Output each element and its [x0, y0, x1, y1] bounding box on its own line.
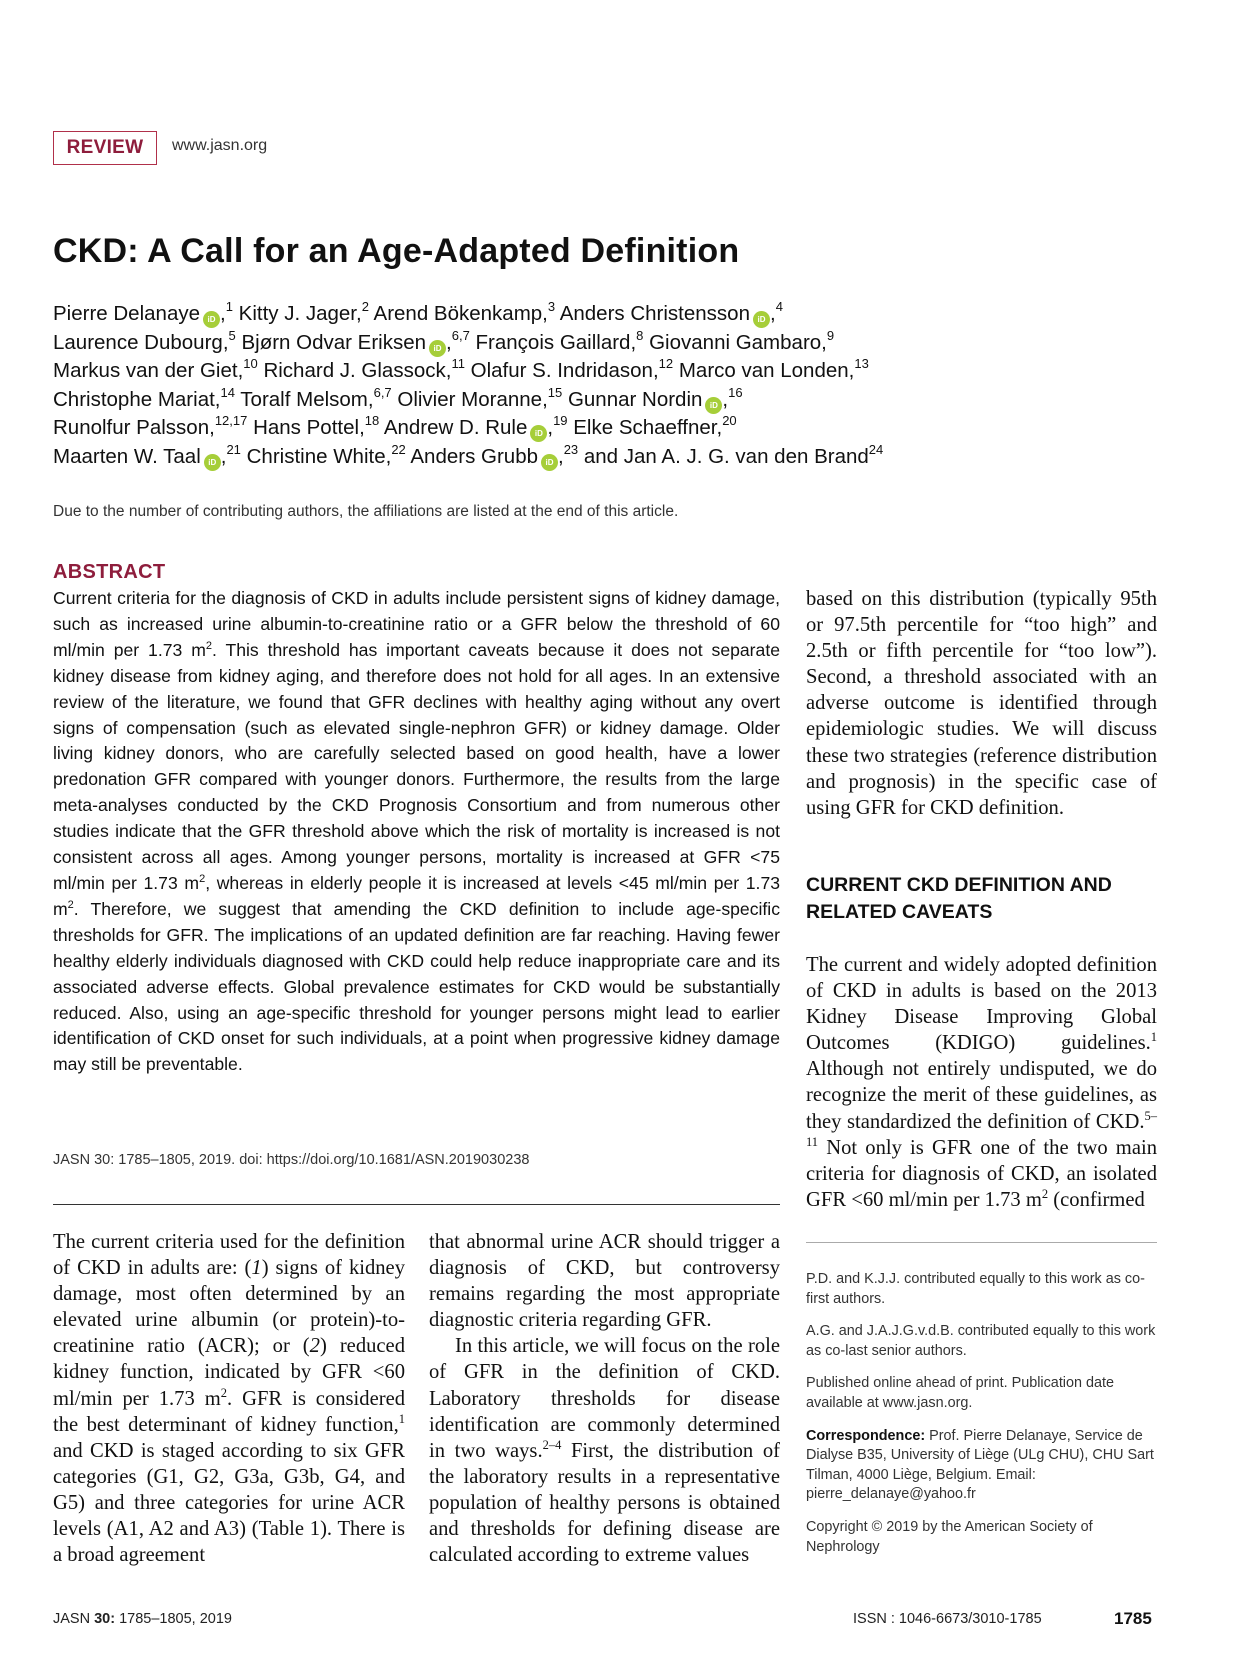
affiliation-number: 6,7 [451, 327, 470, 343]
footnotes [806, 1270, 1157, 1570]
author-list [53, 300, 1193, 471]
affiliation-number: 22 [391, 441, 406, 457]
affiliation-number: 10 [243, 356, 258, 371]
affiliation-number: 3 [547, 299, 556, 314]
author-name: François Gaillard [475, 330, 631, 354]
affiliation-number: 16 [728, 384, 743, 400]
affiliation-number: 8 [636, 327, 644, 343]
affiliation-number: 12,17 [214, 413, 248, 428]
author-line: Pierre Delanaye iD ,$^1$ Kitty J. Jager,$^2$ Arend Bökenkamp,$^3$ Anders Christensson iD ,$^4$ [53, 300, 1193, 329]
author-name: Pierre Delanaye [53, 302, 200, 325]
author-name: Kitty J. Jager [238, 302, 356, 325]
affiliation-number: 21 [226, 441, 241, 457]
footer-journal-info: JASN 30: 1785–1805, 2019 [53, 1611, 232, 1627]
author-name: Markus van der Giet [53, 359, 238, 382]
author-name: Bjørn Odvar Eriksen [241, 330, 427, 354]
author-name: Maarten W. Taal [53, 444, 201, 468]
author-name: Anders Christensson [559, 302, 750, 325]
affiliation-number: 18 [364, 413, 380, 428]
author-name: Runolfur Palsson [53, 416, 210, 439]
affiliation-number: 24 [868, 441, 884, 457]
affiliation-number: 2 [361, 299, 369, 314]
author-name: Laurence Dubourg [53, 330, 223, 354]
citation-doi[interactable]: JASN 30: 1785–1805, 2019. doi: https://doi.org/10.1681/ASN.2019030238 [53, 1152, 530, 1168]
abstract-heading: ABSTRACT [53, 561, 166, 583]
author-name: Christophe Mariat [53, 387, 215, 411]
affiliation-number: 5 [228, 327, 236, 343]
divider-rule [53, 1204, 780, 1205]
orcid-icon[interactable]: iD [541, 454, 558, 471]
orcid-icon[interactable]: iD [705, 397, 722, 414]
author-line: Christophe Mariat,$^{14}$ Toralf Melsom,$^{6,7}$ Olivier Moranne,$^{15}$ Gunnar Nordin iD ,$^{16}$ [53, 386, 1193, 415]
affiliation-number: 23 [563, 441, 579, 457]
page-number: 1785 [1114, 1609, 1152, 1628]
affiliation-number: 11 [451, 356, 465, 371]
orcid-icon[interactable]: iD [753, 311, 770, 328]
note-published: Published online ahead of print. Publication date available at www.jasn.org. [806, 1375, 1115, 1411]
author-name: Olafur S. Indridason [470, 359, 653, 382]
journal-url-link[interactable]: www.jasn.org [172, 137, 268, 154]
author-name: Hans Pottel [253, 416, 360, 439]
author-name: Andrew D. Rule [383, 416, 528, 439]
body-column-3-section: The current and widely adopted definition of CKD in adults is based on the 2013 Kidney Disease Improving Global Outcomes (KDIGO) guidelines.$^1$ Although not entirely undisputed, we do recognize the merit of these guidelines, as they standardized the definition of CKD.$^{5-11}$ Not only is GFR one of the two main criteria for diagnosis of CKD, an isolated GFR <60 ml/min per 1.73 $m^2$ (confirmed [806, 954, 1157, 1211]
author-name: and Jan A. J. G. van den Brand [583, 444, 869, 468]
affiliation-number: 13 [854, 356, 869, 371]
body-column-1: The current criteria used for the definition of CKD in adults are: (1) signs of kidney damage, most often determined by an elevated urine albumin (or protein)-to-creatinine ratio (ACR); or (2) reduced kidney function, indicated by GFR <60 ml/min per 1.73 $m^2$. GFR is considered the best determinant of kidney function,$^1$ and CKD is staged according to six GFR categories (G1, G2, G3a, G3b, G4, and G5) and three categories for urine ACR levels (A1, A2 and A3) (Table 1). There is a broad agreement [53, 1231, 406, 1567]
author-name: Olivier Moranne [397, 387, 543, 411]
affiliation-number: 4 [775, 299, 783, 314]
affiliation-number: 6,7 [373, 384, 392, 400]
affiliation-number: 9 [826, 327, 835, 343]
affiliations-note: Due to the number of contributing authors, the affiliations are listed at the end of this article. [53, 503, 679, 520]
note-co-first: P.D. and K.J.J. contributed equally to this work as co-first authors. [806, 1271, 1145, 1307]
author-name: Gunnar Nordin [567, 387, 703, 411]
orcid-icon[interactable]: iD [204, 454, 221, 471]
orcid-icon[interactable]: iD [530, 425, 547, 442]
col2-paragraph-2: In this article, we will focus on the role of GFR in the definition of CKD. Laboratory thresholds for disease identification are commonly determined in two ways.$^{2-4}$ First, the distribution of the laboratory results in a representative population of healthy persons is obtained and thresholds for defining disease are calculated according to extreme values [429, 1335, 780, 1567]
author-name: Giovanni Gambaro [649, 330, 822, 354]
affiliation-number: 14 [220, 384, 235, 400]
author-name: Elke Schaeffner [573, 416, 717, 439]
body-column-2 [429, 1229, 780, 1568]
affiliation-number: 1 [225, 299, 233, 314]
affiliation-number: 20 [722, 413, 737, 428]
affiliation-number: 12 [658, 356, 674, 371]
note-co-last: A.G. and J.A.J.G.v.d.B. contributed equally to this work as co-last senior authors. [806, 1323, 1156, 1359]
orcid-icon[interactable]: iD [203, 311, 220, 328]
author-line: Laurence Dubourg,$^5$ Bjørn Odvar Eriksen iD ,$^{6,7}$ François Gaillard,$^8$ Giovanni Gambaro,$^9$ [53, 329, 1193, 358]
article-title: CKD: A Call for an Age-Adapted Definition [53, 232, 740, 270]
review-label: REVIEW [53, 131, 157, 165]
author-name: Richard J. Glassock [263, 359, 446, 382]
notes-divider [806, 1242, 1157, 1243]
note-correspondence: Correspondence: Prof. Pierre Delanaye, Service de Dialyse B35, University of Liège (ULg CHU), CHU Sart Tilman, 4000 Liège, Belgium. Email: pierre_delanaye@yahoo.fr [806, 1427, 1154, 1503]
section-heading: CURRENT CKD DEFINITION AND RELATED CAVEATS [806, 874, 1112, 923]
author-line: Markus van der Giet,$^{10}$ Richard J. Glassock,$^{11}$ Olafur S. Indridason,$^{12}$ Marco van Londen,$^{13}$ [53, 356, 869, 382]
col2-paragraph-1: that abnormal urine ACR should trigger a diagnosis of CKD, but controversy remains regarding the most appropriate diagnostic criteria regarding GFR. [429, 1231, 780, 1332]
author-name: Marco van Londen [678, 359, 849, 382]
note-copyright: Copyright © 2019 by the American Society of Nephrology [806, 1518, 1093, 1555]
body-column-3-continuation: based on this distribution (typically 95th or 97.5th percentile for “too high” and 2.5th or fifth percentile for “too low”). Second, a threshold associated with an adverse outcome is identified through epidemiologic studies. We will discuss these two strategies (reference distribution and prognosis) in the specific case of using GFR for CKD definition. [806, 588, 1157, 819]
affiliation-number: 19 [553, 413, 568, 428]
author-name: Arend Bökenkamp [373, 302, 543, 325]
orcid-icon[interactable]: iD [429, 340, 446, 357]
author-line: Runolfur Palsson,$^{12,17}$ Hans Pottel,$^{18}$ Andrew D. Rule iD ,$^{19}$ Elke Schaeffner,$^{20}$ [53, 414, 1193, 443]
author-name: Christine White [246, 444, 386, 468]
author-name: Anders Grubb [410, 444, 538, 468]
author-name: Toralf Melsom [240, 387, 368, 411]
author-line: Maarten W. Taal iD ,$^{21}$ Christine White,$^{22}$ Anders Grubb iD ,$^{23}$ and Jan A. J. G. van den Brand$^{24}$ [53, 443, 1193, 472]
affiliation-number: 15 [547, 384, 563, 400]
footer-issn: ISSN : 1046-6673/3010-1785 [853, 1611, 1042, 1627]
abstract-text: Current criteria for the diagnosis of CKD in adults include persistent signs of kidney damage, such as increased urine albumin-to-creatinine ratio or a GFR below the threshold of 60 ml/min per 1.73 $m^2$. This threshold has important caveats because it does not separate kidney disease from kidney aging, and therefore does not hold for all ages. In an extensive review of the literature, we found that GFR declines with healthy aging without any overt signs of compensation (such as elevated single-nephron GFR) or kidney damage. Older living kidney donors, who are carefully selected based on good health, have a lower predonation GFR compared with younger donors. Furthermore, the results from the large meta-analyses conducted by the CKD Prognosis Consortium and from numerous other studies indicate that the GFR threshold above which the risk of mortality is increased is not consistent across all ages. Among younger persons, mortality is increased at GFR <75 ml/min per 1.73 $m^2$, whereas in elderly people it is increased at levels <45 ml/min per 1.73 $m^2$. Therefore, we suggest that amending the CKD definition to include age-specific thresholds for GFR. The implications of an updated definition are far reaching. Having fewer healthy elderly individuals diagnosed with CKD could help reduce inappropriate care and its associated adverse effects. Global prevalence estimates for CKD would be substantially reduced. Also, using an age-specific threshold for younger persons might lead to earlier identification of CKD onset for such individuals, at a point when progressive kidney damage may still be preventable. [53, 588, 781, 1075]
